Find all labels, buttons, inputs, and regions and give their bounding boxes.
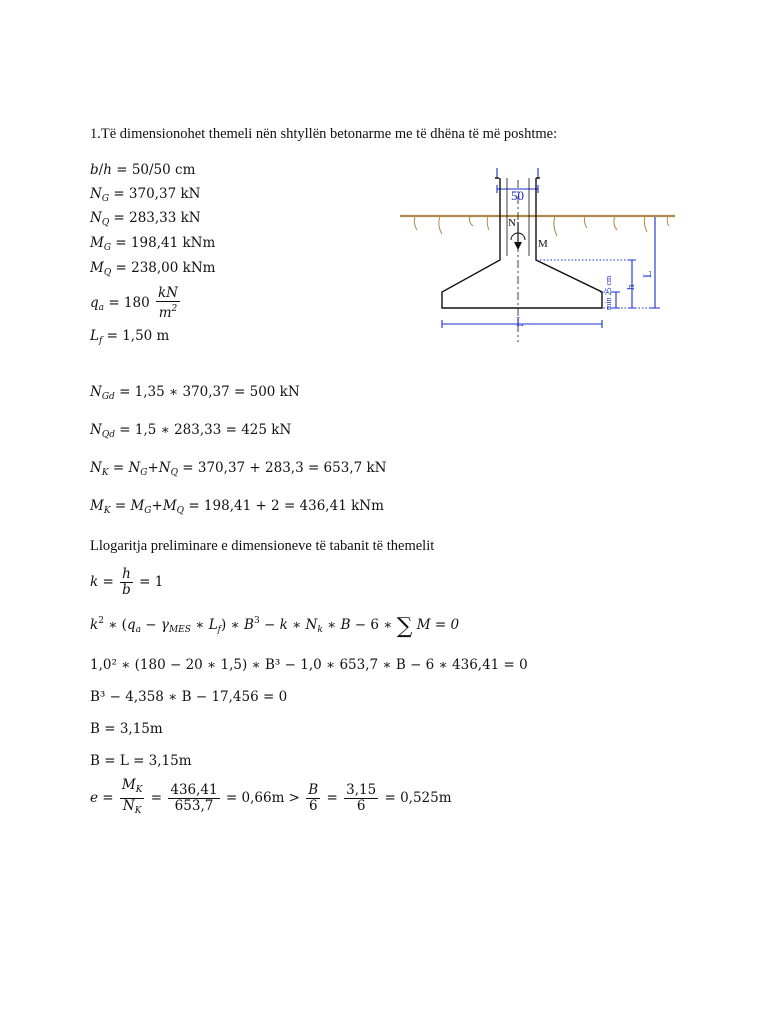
n-label: N — [508, 217, 516, 229]
l-bottom-label: L — [516, 314, 524, 329]
eq-k: k = $\frac{h}{b}$ = 1 — [90, 566, 164, 598]
eq-cubic: B³ − 4,358 ∗ B − 17,456 = 0 — [90, 689, 288, 705]
footing-diagram — [400, 160, 675, 345]
eq-b: B = 3,15m — [90, 721, 163, 737]
col-width-label: 50 — [511, 188, 524, 203]
eq-main: $k^2$ ∗ ($q_a - \gamma_{MES}$ ∗ $L_f$) ∗ $B^3 - k$ ∗ $N_k$ ∗ B − 6 ∗ ∑ M = 0 — [90, 614, 460, 639]
l-right-label: L — [640, 270, 654, 278]
h-label: h — [625, 284, 637, 290]
given-mg: $M_G = 198,41$ kNm — [90, 235, 216, 253]
eq-eccentricity: e = $\frac{M_K}{N_K}$ = $\frac{436,41}{653,7}$ = 0,66m > $\frac{B}{6}$ = $\frac{3,15}{6}$ = 0,525m — [90, 777, 452, 816]
given-nq: $N_Q = 283,33$ kN — [90, 210, 201, 228]
eq-numeric: 1,0² ∗ (180 − 20 ∗ 1,5) ∗ B³ − 1,0 ∗ 653,7 ∗ B − 6 ∗ 436,41 = 0 — [90, 657, 528, 673]
given-bh: b/h = 50/50 cm — [90, 162, 196, 178]
calc-mk: $M_K = M_G+M_Q = 198,41 + 2 = 436,41$ kNm — [90, 498, 384, 516]
preliminary-paragraph: Llogaritja preliminare e dimensioneve të tabanit të themelit — [90, 538, 435, 554]
eq-bl: B = L = 3,15m — [90, 753, 192, 769]
given-lf: $L_f = 1,50$ m — [90, 328, 170, 346]
given-ng: $N_G = 370,37$ kN — [90, 186, 201, 204]
problem-heading: 1.Të dimensionohet themeli nën shtyllën betonarme me të dhëna të më poshtme: — [90, 126, 558, 142]
calc-nqd: $N_{Qd} = 1,5$ ∗ 283,33 = 425 kN — [90, 422, 292, 440]
given-mq: $M_Q = 238,00$ kNm — [90, 260, 216, 278]
calc-nk: $N_K = N_G+N_Q = 370,37 + 283,3 = 653,7$ kN — [90, 460, 387, 478]
given-qa: $q_a = 180$ $\frac{kN}{m^2}$ — [90, 285, 178, 321]
min-25cm-label: min 25 cm — [604, 275, 613, 310]
column-top-marks — [497, 168, 538, 178]
m-label: M — [538, 238, 548, 250]
calc-ngd: $N_{Gd} = 1,35$ ∗ 370,37 = 500 kN — [90, 384, 300, 402]
